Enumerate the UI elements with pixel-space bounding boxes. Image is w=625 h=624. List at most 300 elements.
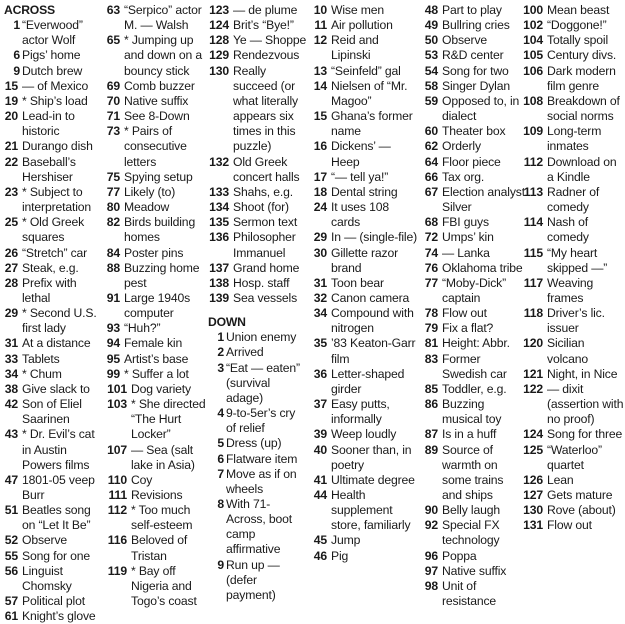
clue-text: Song for one bbox=[22, 548, 90, 563]
clue-number: 136 bbox=[209, 230, 229, 245]
clue-item bbox=[521, 155, 625, 185]
clue-item bbox=[521, 306, 625, 336]
clue-item bbox=[311, 443, 419, 473]
clue-text: Rove (about) bbox=[547, 503, 616, 518]
clue-item bbox=[521, 18, 625, 33]
clue-number: 112 bbox=[523, 154, 543, 169]
clue-number: 68 bbox=[424, 215, 438, 230]
clue-text: Coy bbox=[131, 472, 153, 487]
clue-number: 119 bbox=[107, 563, 127, 578]
clue-number: 84 bbox=[106, 245, 120, 260]
clue-item bbox=[311, 533, 419, 548]
clue-number: 67 bbox=[424, 184, 438, 199]
clue-number: 37 bbox=[313, 397, 327, 412]
clue-number: 135 bbox=[209, 215, 229, 230]
clue-number: 118 bbox=[523, 306, 543, 321]
clue-text: “Waterloo” quartet bbox=[547, 442, 602, 472]
clue-number: 70 bbox=[106, 93, 120, 108]
clue-text: Breakdown of social norms bbox=[547, 93, 620, 124]
clue-text: Sicilian volcano bbox=[547, 336, 588, 366]
clue-number: 71 bbox=[106, 109, 120, 124]
clue-item bbox=[311, 473, 419, 488]
clue-item bbox=[421, 306, 525, 321]
clue-item bbox=[421, 518, 525, 548]
clue-number: 98 bbox=[424, 578, 438, 593]
clue-item bbox=[311, 291, 419, 306]
clue-item bbox=[208, 33, 308, 48]
clue-item bbox=[311, 276, 419, 291]
clue-number: 73 bbox=[106, 124, 120, 139]
clue-text: — of Mexico bbox=[22, 78, 89, 93]
clue-text: Ye — Shoppe bbox=[233, 33, 307, 48]
clue-text: Buzzing musical toy bbox=[442, 397, 502, 427]
clue-item bbox=[4, 609, 104, 624]
clue-item bbox=[4, 382, 104, 397]
clue-text: Nash of comedy bbox=[547, 215, 589, 245]
clue-number: 29 bbox=[4, 306, 18, 321]
clue-item bbox=[311, 170, 419, 185]
clue-text: Native suffix bbox=[442, 563, 507, 578]
clue-text: Son of Eliel Saarinen bbox=[22, 397, 82, 427]
clue-number: 2 bbox=[217, 345, 224, 360]
clue-text: With 71-Across, boot camp affirmative bbox=[226, 497, 292, 557]
clue-text: Floor piece bbox=[442, 154, 501, 169]
clue-item bbox=[311, 18, 419, 33]
clue-number: 97 bbox=[424, 563, 438, 578]
clue-column-1 bbox=[4, 3, 104, 624]
clue-number: 105 bbox=[523, 48, 543, 63]
clue-text: * Pairs of consecutive letters bbox=[124, 124, 187, 169]
clue-number: 130 bbox=[209, 63, 229, 78]
clue-text: Tax org. bbox=[442, 169, 485, 184]
clue-text: Letter-shaped girder bbox=[331, 366, 405, 396]
clue-text: Tablets bbox=[22, 351, 60, 366]
clue-number: 61 bbox=[4, 609, 18, 624]
clue-number: 23 bbox=[4, 184, 18, 199]
clue-number: 13 bbox=[313, 63, 327, 78]
clue-number: 129 bbox=[209, 48, 229, 63]
clue-number: 36 bbox=[313, 366, 327, 381]
clue-item bbox=[208, 497, 308, 558]
clue-number: 6 bbox=[13, 48, 20, 63]
clue-item bbox=[421, 94, 525, 124]
clue-item bbox=[421, 549, 525, 564]
clue-item bbox=[4, 185, 104, 215]
clue-item bbox=[4, 503, 104, 533]
clue-number: 9 bbox=[13, 63, 20, 78]
clue-number: 26 bbox=[4, 245, 18, 260]
clue-number: 31 bbox=[313, 275, 327, 290]
clue-item bbox=[421, 352, 525, 382]
clue-item bbox=[4, 139, 104, 154]
clue-number: 39 bbox=[313, 427, 327, 442]
clue-text: Unit of resistance bbox=[442, 578, 497, 609]
clue-text: Weaving frames bbox=[547, 275, 594, 305]
clue-text: Gets mature bbox=[547, 488, 613, 502]
clue-item bbox=[4, 79, 104, 94]
clue-text: Flow out bbox=[547, 518, 592, 533]
clue-number: 15 bbox=[4, 78, 18, 93]
clue-text: Birds building homes bbox=[124, 215, 196, 245]
clue-item bbox=[311, 64, 419, 79]
clue-text: Umps’ kin bbox=[442, 230, 494, 245]
clue-item bbox=[208, 155, 308, 185]
clue-item bbox=[208, 48, 308, 63]
clue-column-3 bbox=[208, 3, 308, 603]
clue-item bbox=[4, 397, 104, 427]
clue-text: “Stretch” car bbox=[22, 245, 88, 260]
clue-number: 94 bbox=[106, 336, 120, 351]
clue-text: Native suffix bbox=[124, 93, 189, 108]
clue-text: Knight’s glove bbox=[22, 609, 96, 624]
clue-number: 16 bbox=[313, 139, 327, 154]
clue-number: 101 bbox=[107, 381, 127, 396]
clue-item bbox=[311, 200, 419, 230]
clue-item bbox=[208, 330, 308, 345]
clue-number: 108 bbox=[523, 93, 543, 108]
clue-text: Totally spoil bbox=[547, 33, 609, 48]
clue-item bbox=[4, 564, 104, 594]
clue-number: 10 bbox=[313, 3, 327, 17]
clue-text: Revisions bbox=[131, 488, 183, 502]
clue-item bbox=[106, 352, 206, 367]
clue-text: 1801-05 veep Burr bbox=[22, 472, 95, 502]
clue-number: 114 bbox=[523, 215, 543, 230]
clue-text: Belly laugh bbox=[442, 503, 500, 518]
clue-item bbox=[421, 564, 525, 579]
clue-item bbox=[421, 230, 525, 245]
clue-item bbox=[106, 79, 206, 94]
clue-number: 104 bbox=[523, 33, 543, 48]
clue-item bbox=[521, 64, 625, 94]
clue-text: Comb buzzer bbox=[124, 78, 195, 93]
clue-item bbox=[311, 488, 419, 533]
clue-text: Baseball’s Hershiser bbox=[22, 154, 76, 184]
clue-number: 80 bbox=[106, 200, 120, 215]
clue-item bbox=[208, 200, 308, 215]
clue-text: “Everwood” actor Wolf bbox=[22, 18, 83, 48]
clue-number: 111 bbox=[108, 488, 127, 502]
clue-item bbox=[106, 443, 206, 473]
clue-text: Source of warmth on some trains and ships bbox=[442, 442, 504, 502]
clue-number: 81 bbox=[424, 336, 438, 351]
clue-item bbox=[521, 48, 625, 63]
clue-number: 76 bbox=[424, 260, 438, 275]
clue-text: Sea vessels bbox=[233, 290, 298, 305]
clue-item bbox=[311, 230, 419, 245]
clue-item bbox=[208, 345, 308, 360]
clue-text: Political plot bbox=[22, 594, 85, 609]
clue-text: Theater box bbox=[442, 124, 506, 139]
clue-item bbox=[521, 124, 625, 154]
clue-number: 34 bbox=[313, 306, 327, 321]
clue-item bbox=[106, 321, 206, 336]
clue-number: 124 bbox=[523, 427, 543, 442]
clue-number: 55 bbox=[4, 548, 18, 563]
clue-text: Opposed to, in dialect bbox=[442, 93, 520, 124]
clue-item bbox=[4, 549, 104, 564]
clue-text: Sermon text bbox=[233, 215, 298, 230]
clue-item bbox=[208, 185, 308, 200]
clue-number: 120 bbox=[523, 336, 543, 351]
clue-number: 77 bbox=[106, 184, 120, 199]
clue-number: 109 bbox=[523, 124, 543, 139]
clue-number: 47 bbox=[4, 472, 18, 487]
clue-text: At a distance bbox=[22, 336, 91, 351]
clue-number: 8 bbox=[217, 497, 224, 511]
clue-text: Download on a Kindle bbox=[547, 154, 617, 184]
clue-item bbox=[208, 64, 308, 155]
clue-item bbox=[208, 291, 308, 306]
clue-text: “— tell ya!” bbox=[331, 169, 389, 184]
clue-item bbox=[521, 503, 625, 518]
clue-number: 34 bbox=[4, 366, 18, 381]
clue-number: 48 bbox=[424, 3, 438, 17]
clue-text: Spying setup bbox=[124, 169, 193, 184]
clue-item bbox=[521, 33, 625, 48]
clue-item bbox=[208, 18, 308, 33]
clue-number: 139 bbox=[209, 290, 229, 305]
clue-item bbox=[421, 336, 525, 351]
clue-item bbox=[4, 94, 104, 109]
clue-item bbox=[4, 473, 104, 503]
clue-item bbox=[208, 452, 308, 467]
clue-text: Pigs’ home bbox=[22, 48, 81, 63]
clue-item bbox=[311, 33, 419, 63]
clue-item bbox=[208, 467, 308, 497]
clue-item bbox=[4, 427, 104, 472]
clue-text: Beloved of Tristan bbox=[131, 533, 188, 563]
clue-number: 90 bbox=[424, 503, 438, 518]
clue-number: 126 bbox=[523, 472, 543, 487]
clue-number: 137 bbox=[209, 260, 229, 275]
clue-number: 127 bbox=[523, 488, 543, 502]
clue-number: 9 bbox=[217, 557, 224, 572]
clue-item bbox=[521, 367, 625, 382]
clue-item bbox=[4, 246, 104, 261]
clue-text: * Second U.S. first lady bbox=[22, 306, 97, 336]
clue-item bbox=[421, 276, 525, 306]
clue-number: 128 bbox=[209, 33, 229, 48]
clue-number: 21 bbox=[4, 139, 18, 154]
clue-text: * Ship’s load bbox=[22, 93, 88, 108]
clue-text: — dixit (assertion with no proof) bbox=[547, 381, 624, 427]
clue-text: Nielsen of “Mr. Magoo” bbox=[331, 78, 408, 108]
clue-item bbox=[4, 18, 104, 48]
clue-number: 32 bbox=[313, 290, 327, 305]
clue-item bbox=[421, 124, 525, 139]
clue-text: Dark modern film genre bbox=[547, 63, 616, 93]
clue-text: Oklahoma tribe bbox=[442, 260, 523, 275]
clue-item bbox=[106, 564, 206, 609]
clue-number: 62 bbox=[424, 139, 438, 154]
clue-item bbox=[208, 276, 308, 291]
clue-number: 51 bbox=[4, 503, 18, 518]
clue-item bbox=[421, 503, 525, 518]
clue-item bbox=[106, 33, 206, 78]
clue-item bbox=[106, 3, 206, 33]
clue-text: Poppa bbox=[442, 548, 477, 563]
clue-text: Sooner than, in poetry bbox=[331, 442, 412, 472]
clue-number: 1 bbox=[217, 330, 224, 345]
clue-item bbox=[421, 18, 525, 33]
clue-number: 86 bbox=[424, 397, 438, 412]
clue-text: “Huh?” bbox=[124, 321, 161, 336]
clue-text: Linguist Chomsky bbox=[22, 563, 72, 593]
clue-item bbox=[421, 139, 525, 154]
clue-text: Likely (to) bbox=[124, 184, 176, 199]
clue-text: Easy putts, informally bbox=[331, 397, 390, 427]
clue-number: 66 bbox=[424, 169, 438, 184]
clue-text: Shoot (for) bbox=[233, 200, 289, 215]
clue-text: * Subject to interpretation bbox=[22, 184, 92, 215]
clue-number: 64 bbox=[424, 154, 438, 169]
clue-item bbox=[311, 185, 419, 200]
clue-number: 100 bbox=[523, 3, 543, 17]
clue-item bbox=[208, 215, 308, 230]
clue-item bbox=[421, 443, 525, 504]
clue-number: 124 bbox=[209, 18, 229, 33]
section-heading-down: DOWN bbox=[208, 315, 246, 330]
clue-item bbox=[208, 361, 308, 406]
clue-item bbox=[311, 306, 419, 336]
clue-column-4 bbox=[311, 3, 419, 564]
clue-number: 134 bbox=[209, 200, 229, 215]
clue-text: * Bay off Nigeria and Togo’s coast bbox=[131, 563, 197, 609]
clue-item bbox=[208, 406, 308, 436]
clue-number: 43 bbox=[4, 427, 18, 442]
clue-number: 83 bbox=[424, 351, 438, 366]
clue-number: 133 bbox=[209, 184, 229, 199]
clue-item bbox=[521, 246, 625, 276]
clue-number: 12 bbox=[313, 33, 327, 48]
clue-item bbox=[421, 382, 525, 397]
clue-number: 11 bbox=[314, 18, 327, 33]
clue-number: 82 bbox=[106, 215, 120, 230]
clue-text: Driver’s lic. issuer bbox=[547, 306, 605, 336]
clue-text: FBI guys bbox=[442, 215, 489, 230]
clue-text: Old Greek concert halls bbox=[233, 154, 300, 184]
clue-item bbox=[421, 427, 525, 442]
clue-number: 60 bbox=[424, 124, 438, 139]
clue-item bbox=[208, 230, 308, 260]
clue-number: 33 bbox=[4, 351, 18, 366]
clue-item bbox=[4, 336, 104, 351]
clue-number: 130 bbox=[523, 503, 543, 518]
clue-number: 38 bbox=[4, 381, 18, 396]
clue-number: 18 bbox=[313, 184, 327, 199]
clue-item bbox=[106, 124, 206, 169]
clue-item bbox=[421, 155, 525, 170]
clue-number: 63 bbox=[106, 3, 120, 17]
clue-item bbox=[106, 397, 206, 442]
clue-item bbox=[106, 246, 206, 261]
clue-text: Fix a flat? bbox=[442, 321, 494, 336]
clue-item bbox=[421, 397, 525, 427]
clue-item bbox=[106, 185, 206, 200]
clue-number: 41 bbox=[313, 472, 327, 487]
clue-item bbox=[421, 3, 525, 18]
clue-number: 113 bbox=[523, 184, 543, 199]
clue-item bbox=[4, 261, 104, 276]
clue-text: Song for two bbox=[442, 63, 509, 78]
clue-item bbox=[421, 185, 525, 215]
clue-number: 131 bbox=[523, 518, 543, 533]
clue-number: 102 bbox=[523, 18, 543, 33]
clue-text: Flatware item bbox=[226, 451, 298, 466]
clue-text: Gillette razor brand bbox=[331, 245, 398, 275]
clue-number: 4 bbox=[217, 406, 224, 421]
clue-text: * Chum bbox=[22, 366, 62, 381]
clue-text: Singer Dylan bbox=[442, 78, 510, 93]
clue-item bbox=[521, 336, 625, 366]
clue-text: Wise men bbox=[331, 3, 384, 17]
clue-item bbox=[421, 33, 525, 48]
clue-text: Song for three bbox=[547, 427, 623, 442]
clue-text: Height: Abbr. bbox=[442, 336, 510, 351]
clue-text: “Doggone!” bbox=[547, 18, 607, 33]
clue-number: 17 bbox=[313, 169, 327, 184]
clue-item bbox=[208, 3, 308, 18]
clue-number: 31 bbox=[4, 336, 18, 351]
clue-text: Philosopher Immanuel bbox=[233, 230, 296, 260]
clue-number: 42 bbox=[4, 397, 18, 412]
clue-text: Ghana’s former name bbox=[331, 109, 413, 139]
clue-item bbox=[106, 200, 206, 215]
clue-item bbox=[421, 261, 525, 276]
clue-text: Former Swedish car bbox=[442, 351, 507, 381]
clue-number: 46 bbox=[313, 548, 327, 563]
clue-text: Run up — (defer payment) bbox=[226, 557, 280, 602]
clue-text: Prefix with lethal bbox=[22, 275, 77, 305]
clue-text: — de plume bbox=[233, 3, 298, 17]
clue-number: 49 bbox=[424, 18, 438, 33]
clue-number: 125 bbox=[523, 442, 543, 457]
clue-text: Mean beast bbox=[547, 3, 610, 17]
clue-text: Female kin bbox=[124, 336, 183, 351]
clue-text: Arrived bbox=[226, 345, 264, 360]
clue-item bbox=[521, 185, 625, 215]
clue-item bbox=[106, 473, 206, 488]
clue-text: Is in a huff bbox=[442, 427, 497, 442]
clue-number: 3 bbox=[217, 360, 224, 375]
clue-item bbox=[4, 64, 104, 79]
clue-item bbox=[106, 170, 206, 185]
clue-text: Shahs, e.g. bbox=[233, 184, 294, 199]
clue-text: Special FX technology bbox=[442, 518, 500, 548]
clue-item bbox=[421, 64, 525, 79]
clue-number: 7 bbox=[217, 466, 224, 481]
clue-item bbox=[106, 291, 206, 321]
clue-item bbox=[208, 261, 308, 276]
clue-number: 116 bbox=[107, 533, 127, 548]
clue-number: 53 bbox=[424, 48, 438, 63]
clue-text: Rendezvous bbox=[233, 48, 300, 63]
clue-text: Orderly bbox=[442, 139, 481, 154]
clue-item bbox=[521, 3, 625, 18]
clue-number: 93 bbox=[106, 321, 120, 336]
clue-item bbox=[4, 367, 104, 382]
clue-item bbox=[4, 594, 104, 609]
clue-number: 87 bbox=[424, 427, 438, 442]
clue-number: 138 bbox=[209, 275, 229, 290]
clue-item bbox=[521, 473, 625, 488]
clue-text: Durango dish bbox=[22, 139, 93, 154]
clue-text: * Dr. Evil’s cat in Austin Powers films bbox=[22, 427, 95, 472]
clue-text: Dental string bbox=[331, 184, 398, 199]
clue-text: Air pollution bbox=[331, 18, 393, 33]
clue-item bbox=[106, 215, 206, 245]
